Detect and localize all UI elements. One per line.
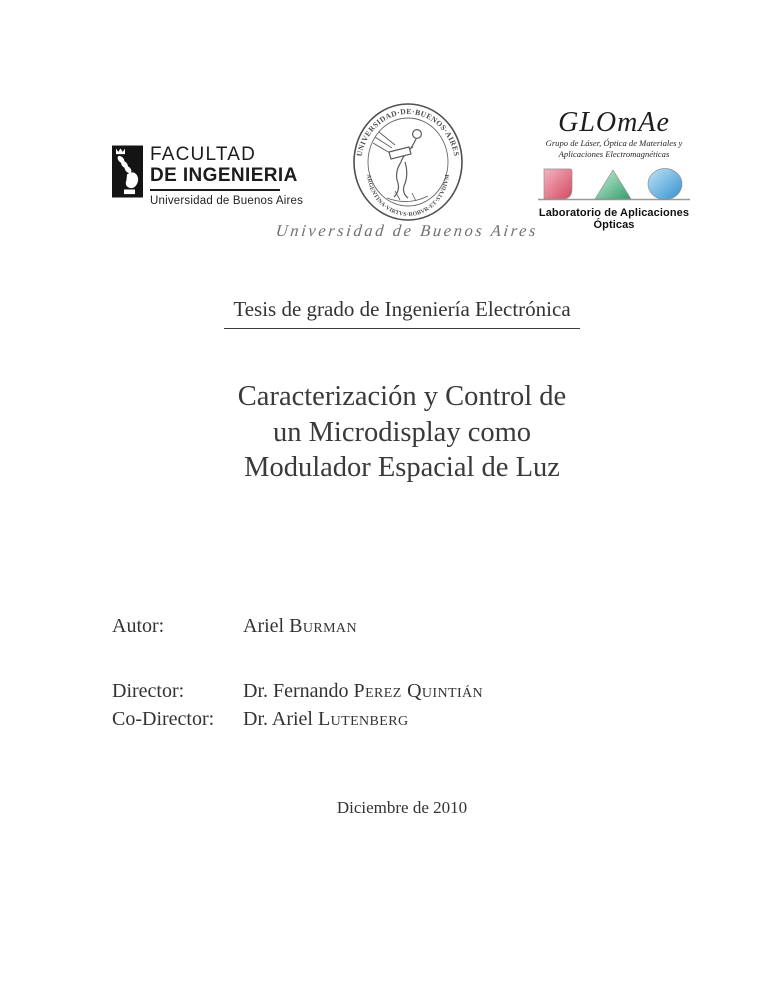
thesis-title-line2: un Microdisplay como bbox=[272, 416, 532, 448]
codirector-label: Co-Director: bbox=[112, 708, 215, 730]
fiuba-logo-text bbox=[150, 145, 303, 207]
fiuba-line2: DE INGENIERIA bbox=[150, 165, 298, 186]
fiuba-divider bbox=[150, 189, 280, 191]
circle-icon bbox=[648, 169, 682, 200]
codirector-value bbox=[243, 708, 408, 731]
seal-figure-sketch bbox=[373, 130, 428, 202]
square-icon bbox=[544, 169, 572, 199]
thesis-kind-text: Tesis de grado de Ingeniería Electrónica bbox=[224, 297, 579, 329]
seal-ring-bottom-text: ARGENTINA·VIRTVS·ROBVR·ET·STVDIVM bbox=[365, 174, 451, 219]
fiuba-subtitle: Universidad de Buenos Aires bbox=[150, 195, 304, 207]
thesis-title-line1: Caracterización y Control de bbox=[237, 381, 567, 412]
thesis-kind-wrapper bbox=[112, 297, 692, 329]
glomae-lab-label: Laboratorio de Aplicaciones Ópticas bbox=[538, 207, 690, 231]
glomae-subtitle-line2: Aplicaciones Electromagnéticas bbox=[558, 148, 670, 159]
seal-ring-top-text: UNIVERSIDAD·DE·BUENOS·AIRES bbox=[354, 106, 462, 158]
author-firstname: Ariel bbox=[243, 615, 285, 637]
glomae-subtitle-line1: Grupo de Láser, Óptica de Materiales y bbox=[545, 138, 683, 148]
svg-text:ARGENTINA·VIRTVS·ROBVR·ET·STVD bbox=[365, 174, 451, 218]
thesis-title-line3: Modulador Espacial de Luz bbox=[244, 452, 560, 483]
glomae-name: GLOmAe bbox=[558, 107, 670, 138]
uba-script-caption: Universidad de Buenos Aires bbox=[274, 221, 540, 240]
glomae-logo bbox=[518, 108, 710, 231]
uba-seal bbox=[351, 101, 465, 225]
codirector-name: Dr. Ariel bbox=[243, 708, 313, 730]
uba-seal-icon bbox=[351, 101, 465, 225]
triangle-icon bbox=[595, 170, 631, 199]
thesis-title bbox=[112, 379, 692, 486]
fiuba-logo bbox=[112, 145, 303, 207]
credit-row-codirector bbox=[112, 708, 408, 731]
director-label: Director: bbox=[112, 680, 185, 702]
author-surname: Burman bbox=[289, 615, 357, 637]
credit-row-author bbox=[112, 615, 357, 638]
thesis-date: Diciembre de 2010 bbox=[336, 798, 468, 817]
codirector-surname: Lutenberg bbox=[318, 708, 409, 730]
director-name: Dr. Fernando bbox=[243, 680, 349, 702]
director-surname: Perez Quintián bbox=[353, 680, 484, 702]
credit-row-director bbox=[112, 680, 483, 703]
author-value bbox=[243, 615, 357, 638]
lao-shapes-icon bbox=[538, 166, 690, 204]
fiuba-minerva-icon bbox=[112, 145, 143, 198]
director-value bbox=[243, 680, 483, 703]
fiuba-line1: FACULTAD bbox=[150, 144, 257, 165]
author-label: Autor: bbox=[112, 615, 165, 637]
